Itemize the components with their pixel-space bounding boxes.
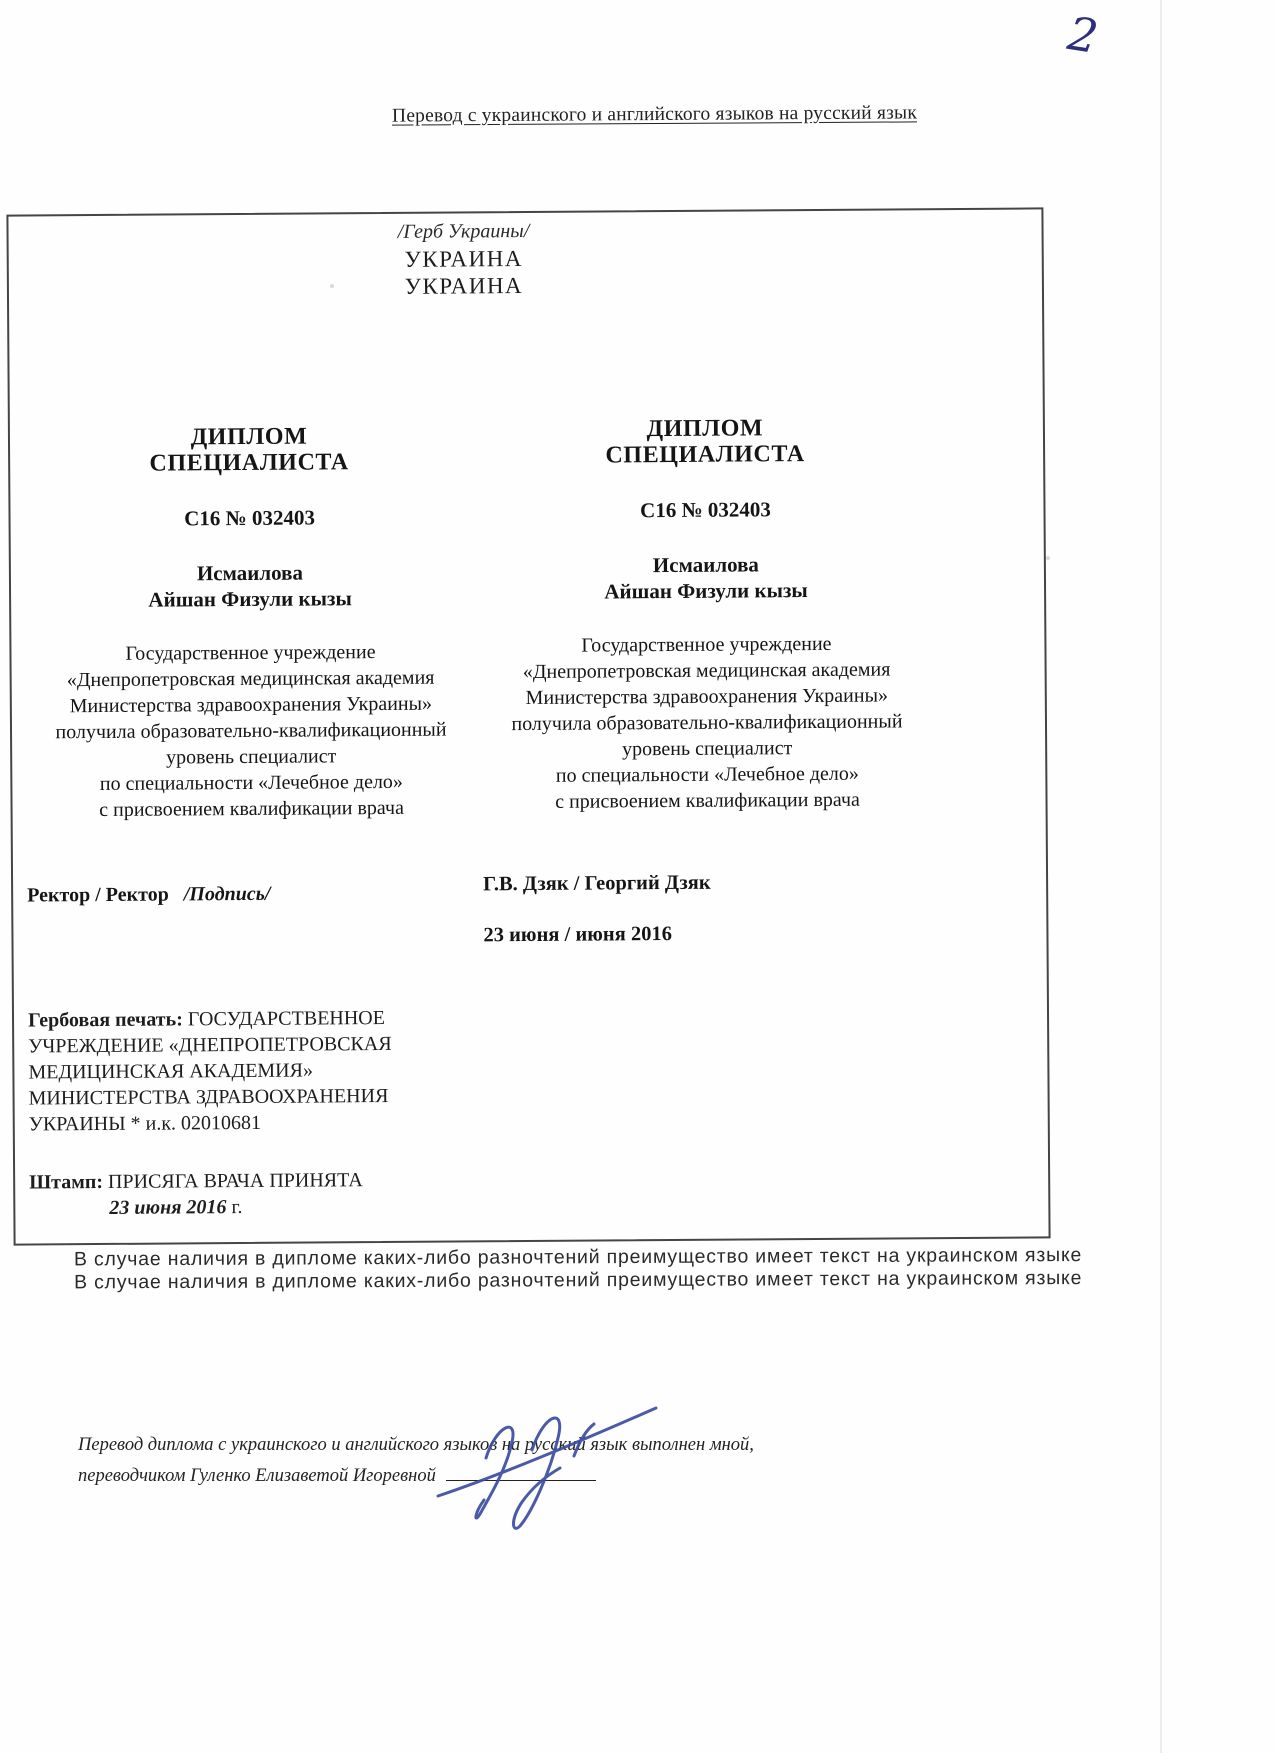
body-line: по специальности «Лечебное дело» (555, 762, 859, 787)
seal-line: УКРАИНЫ * и.к. 02010681 (28, 1111, 262, 1136)
diploma-title-line: ДИПЛОМ (190, 423, 308, 451)
stamp-line (29, 1167, 363, 1195)
body-line: с присвоением квалификации врача (555, 788, 860, 813)
certificate-border-box (6, 207, 1050, 1245)
stamp-date: 23 июня 2016 (109, 1196, 227, 1219)
rector-name: Г.В. Дзяк / Георгий Дзяк (483, 871, 711, 896)
graduate-name (481, 550, 931, 605)
seal-transcription (28, 1004, 469, 1137)
diploma-number: С16 № 032403 (640, 497, 771, 523)
translator-name-text: переводчиком Гуленко Елизаветой Игоревной (78, 1466, 436, 1486)
signature-placeholder-note: /Подпись/ (183, 882, 271, 906)
graduate-surname: Исмаилова (652, 552, 759, 578)
stamp-transcription (29, 1167, 363, 1221)
body-line: получила образовательно-квалификационный (55, 718, 447, 744)
graduate-given-names: Айшан Физули кызы (604, 578, 808, 604)
translator-note-line: Перевод диплома с украинского и английского языков на русский язык выполнен мной, (78, 1435, 754, 1455)
body-line: уровень специалист (166, 745, 337, 769)
diploma-title (480, 414, 930, 469)
stamp-label: Штамп: (29, 1170, 104, 1194)
body-line: с присвоением квалификации врача (99, 796, 404, 821)
country-name: УКРАИНА (404, 273, 524, 299)
handwritten-page-number: 2 (1064, 6, 1102, 64)
seal-text: ГОСУДАРСТВЕННОЕ (187, 1007, 385, 1031)
translation-direction-header: Перевод с украинского и английского языков на русский язык (391, 102, 918, 127)
diploma-number: С16 № 032403 (184, 505, 316, 531)
body-line: по специальности «Лечебное дело» (99, 770, 403, 795)
country-name: УКРАИНА (404, 246, 524, 272)
seal-line: УЧРЕЖДЕНИЕ «ДНЕПРОПЕТРОВСКАЯ (28, 1032, 392, 1058)
body-line: «Днепропетровская медицинская академия (522, 658, 891, 684)
diploma-column-right (480, 414, 934, 948)
issue-date: 23 июня / июня 2016 (483, 923, 672, 947)
scan-edge-line (1160, 0, 1162, 1753)
diploma-title-line: СПЕЦИАЛИСТА (149, 449, 349, 477)
diploma-title (24, 422, 474, 477)
seal-line (28, 1004, 468, 1033)
disclaimer-block (74, 1244, 1184, 1295)
body-line: уровень специалист (621, 737, 793, 761)
graduate-surname: Исмаилова (196, 560, 304, 586)
stamp-date-suffix: г. (231, 1196, 243, 1219)
diploma-body (481, 630, 932, 815)
diploma-column-left (24, 422, 477, 908)
certificate-header (163, 216, 764, 301)
body-line: Министерства здравоохранения Украины» (525, 684, 889, 710)
rector-label: Ректор / Ректор (27, 883, 169, 907)
stamp-date-line (109, 1193, 363, 1221)
stamp-text: ПРИСЯГА ВРАЧА ПРИНЯТА (107, 1169, 363, 1193)
rector-signature-line (27, 879, 477, 908)
body-line: Министерства здравоохранения Украины» (69, 692, 433, 718)
graduate-given-names: Айшан Физули кызы (148, 586, 352, 612)
seal-label: Гербовая печать: (27, 1008, 183, 1032)
scan-speck (1046, 556, 1050, 560)
disclaimer-line: В случае наличия в дипломе каких-либо разночтений преимущество имеет текст на украинском языке (74, 1267, 1083, 1294)
diploma-title-line: ДИПЛОМ (646, 415, 764, 443)
disclaimer-line: В случае наличия в дипломе каких-либо разночтений преимущество имеет текст на украинском языке (73, 1244, 1083, 1271)
seal-line: МЕДИЦИНСКАЯ АКАДЕМИЯ» (28, 1059, 314, 1084)
diploma-title-line: СПЕЦИАЛИСТА (605, 441, 805, 469)
body-line: «Днепропетровская медицинская академия (66, 666, 435, 692)
diploma-body (25, 638, 476, 823)
body-line: Государственное учреждение (581, 632, 832, 657)
seal-line: МИНИСТЕРСТВА ЗДРАВООХРАНЕНИЯ (28, 1084, 389, 1110)
graduate-name (25, 558, 475, 613)
translator-handwritten-signature (428, 1396, 663, 1531)
body-line: получила образовательно-квалификационный (511, 710, 903, 736)
coat-of-arms-note: /Герб Украины/ (397, 219, 530, 243)
body-line: Государственное учреждение (125, 641, 376, 665)
